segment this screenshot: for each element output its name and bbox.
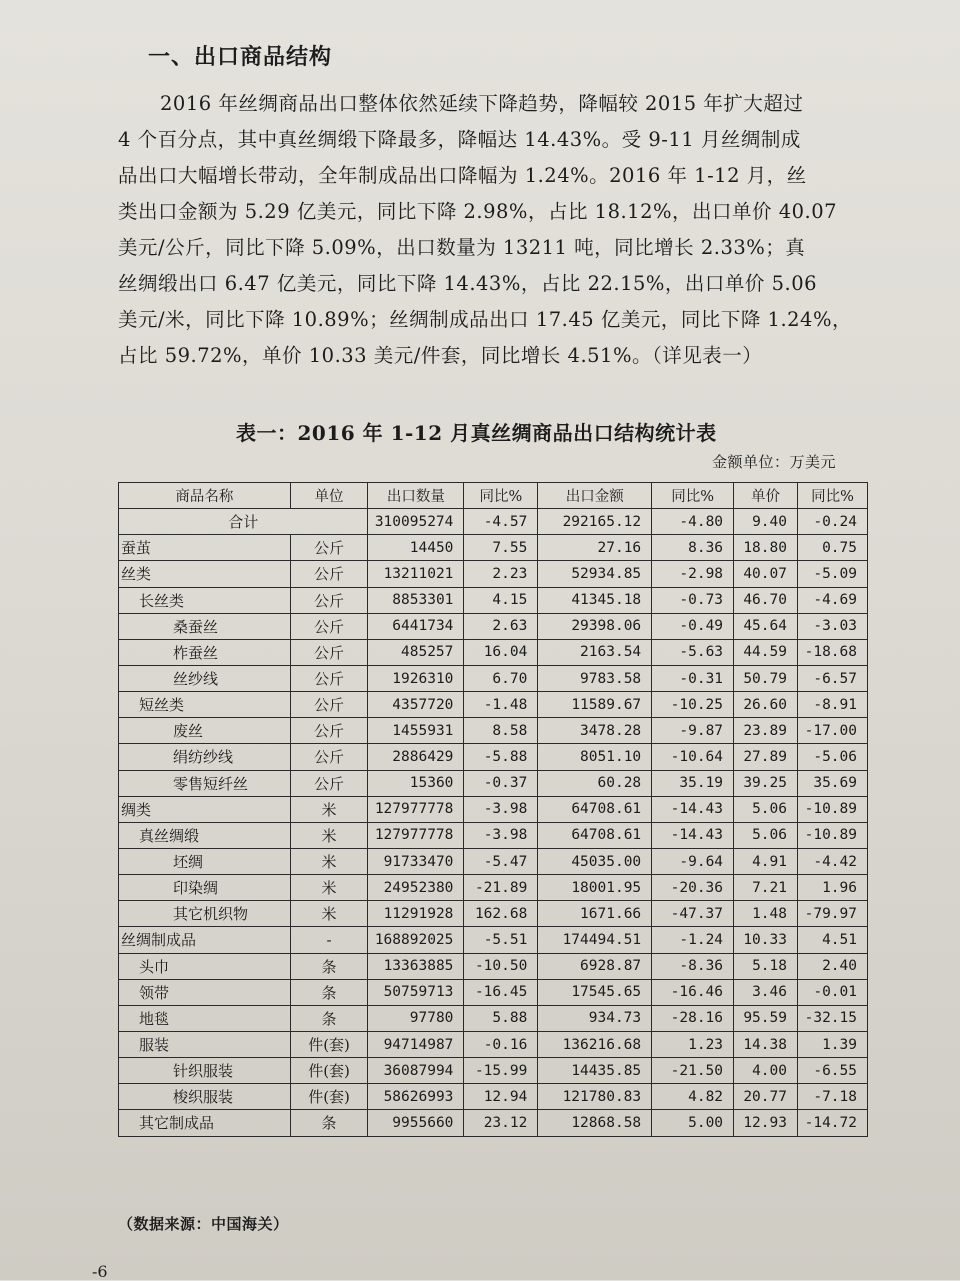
row-amount: 174494.51 <box>538 927 652 953</box>
row-qty: 58626993 <box>368 1084 464 1110</box>
row-amount-yoy: 4.82 <box>652 1084 734 1110</box>
row-name: 服装 <box>119 1031 291 1057</box>
row-amount: 934.73 <box>538 1005 652 1031</box>
row-price-yoy: -10.89 <box>797 796 867 822</box>
row-price: 40.07 <box>734 561 798 587</box>
column-header: 出口金额 <box>538 483 652 509</box>
row-unit: 条 <box>290 1005 368 1031</box>
row-unit: - <box>290 927 368 953</box>
row-amount-yoy: -16.46 <box>652 979 734 1005</box>
table-row <box>119 613 868 639</box>
row-unit: 条 <box>290 979 368 1005</box>
table-row <box>119 1084 868 1110</box>
row-price-yoy: -32.15 <box>797 1005 867 1031</box>
row-price-yoy: -4.69 <box>797 587 867 613</box>
row-qty: 4357720 <box>368 692 464 718</box>
row-amount-yoy: -2.98 <box>652 561 734 587</box>
table-row <box>119 770 868 796</box>
row-amount: 8051.10 <box>538 744 652 770</box>
row-amount-yoy: -9.64 <box>652 848 734 874</box>
row-amount-yoy: -21.50 <box>652 1058 734 1084</box>
paragraph-line: 美元/公斤，同比下降 5.09%，出口数量为 13211 吨，同比增长 2.33%；真 <box>118 236 806 259</box>
table-row <box>119 665 868 691</box>
row-price: 45.64 <box>734 613 798 639</box>
paragraph-line: 类出口金额为 5.29 亿美元，同比下降 2.98%，占比 18.12%，出口单价 40.07 <box>118 200 838 223</box>
row-price-yoy: -0.01 <box>797 979 867 1005</box>
row-qty-yoy: 4.15 <box>464 587 538 613</box>
row-price: 4.00 <box>734 1058 798 1084</box>
row-price-yoy: -5.06 <box>797 744 867 770</box>
row-unit: 公斤 <box>290 613 368 639</box>
row-price: 4.91 <box>734 848 798 874</box>
row-unit: 米 <box>290 822 368 848</box>
row-price: 26.60 <box>734 692 798 718</box>
row-name: 绸类 <box>119 796 291 822</box>
table-row <box>119 1110 868 1136</box>
row-price: 23.89 <box>734 718 798 744</box>
table-title: 表一：2016 年 1-12 月真丝绸商品出口结构统计表 <box>236 421 717 445</box>
table-row <box>119 1058 868 1084</box>
row-amount-yoy: -5.63 <box>652 639 734 665</box>
row-amount-yoy: -0.73 <box>652 587 734 613</box>
data-source-note: （数据来源：中国海关） <box>118 1215 289 1233</box>
table-row <box>119 848 868 874</box>
row-price-yoy: 1.39 <box>797 1031 867 1057</box>
column-header: 同比% <box>464 483 538 509</box>
row-qty: 2886429 <box>368 744 464 770</box>
row-qty: 485257 <box>368 639 464 665</box>
row-price: 44.59 <box>734 639 798 665</box>
column-header: 出口数量 <box>368 483 464 509</box>
row-unit: 公斤 <box>290 718 368 744</box>
row-price-yoy: -14.72 <box>797 1110 867 1136</box>
row-qty: 36087994 <box>368 1058 464 1084</box>
total-amount: 292165.12 <box>538 509 652 535</box>
row-amount-yoy: -47.37 <box>652 901 734 927</box>
table-row <box>119 979 868 1005</box>
row-amount-yoy: -9.87 <box>652 718 734 744</box>
section-heading: 一、出口商品结构 <box>148 44 333 70</box>
row-qty-yoy: -5.47 <box>464 848 538 874</box>
row-price: 95.59 <box>734 1005 798 1031</box>
row-name: 其它机织物 <box>119 901 291 927</box>
row-unit: 米 <box>290 848 368 874</box>
row-amount-yoy: -14.43 <box>652 796 734 822</box>
row-name: 绢纺纱线 <box>119 744 291 770</box>
row-amount: 29398.06 <box>538 613 652 639</box>
row-qty: 94714987 <box>368 1031 464 1057</box>
row-price-yoy: -6.55 <box>797 1058 867 1084</box>
row-name: 柞蚕丝 <box>119 639 291 665</box>
row-unit: 公斤 <box>290 561 368 587</box>
column-header: 同比% <box>652 483 734 509</box>
row-name: 废丝 <box>119 718 291 744</box>
row-price-yoy: 1.96 <box>797 875 867 901</box>
row-qty-yoy: -3.98 <box>464 796 538 822</box>
row-unit: 公斤 <box>290 587 368 613</box>
row-unit: 公斤 <box>290 535 368 561</box>
row-qty-yoy: -16.45 <box>464 979 538 1005</box>
row-amount: 12868.58 <box>538 1110 652 1136</box>
row-unit: 件(套) <box>290 1031 368 1057</box>
row-name: 丝类 <box>119 561 291 587</box>
row-unit: 公斤 <box>290 665 368 691</box>
row-price: 3.46 <box>734 979 798 1005</box>
row-amount: 27.16 <box>538 535 652 561</box>
row-name: 其它制成品 <box>119 1110 291 1136</box>
paragraph-line: 美元/米，同比下降 10.89%；丝绸制成品出口 17.45 亿美元，同比下降 1.24%， <box>118 308 852 331</box>
total-qty: 310095274 <box>368 509 464 535</box>
row-qty: 97780 <box>368 1005 464 1031</box>
table-row <box>119 901 868 927</box>
row-name: 地毯 <box>119 1005 291 1031</box>
row-qty: 127977778 <box>368 796 464 822</box>
row-unit: 公斤 <box>290 639 368 665</box>
row-name: 零售短纤丝 <box>119 770 291 796</box>
table-header-row <box>119 483 868 509</box>
row-qty: 8853301 <box>368 587 464 613</box>
row-amount: 2163.54 <box>538 639 652 665</box>
row-amount: 52934.85 <box>538 561 652 587</box>
row-name: 梭织服装 <box>119 1084 291 1110</box>
row-price: 27.89 <box>734 744 798 770</box>
paragraph-line: 占比 59.72%，单价 10.33 美元/件套，同比增长 4.51%。（详见表一） <box>118 344 763 367</box>
row-qty: 13363885 <box>368 953 464 979</box>
row-name: 头巾 <box>119 953 291 979</box>
row-amount-yoy: 35.19 <box>652 770 734 796</box>
row-unit: 件(套) <box>290 1084 368 1110</box>
row-unit: 米 <box>290 901 368 927</box>
row-qty-yoy: 7.55 <box>464 535 538 561</box>
row-price: 46.70 <box>734 587 798 613</box>
row-price-yoy: 2.40 <box>797 953 867 979</box>
row-name: 坯绸 <box>119 848 291 874</box>
table-row <box>119 718 868 744</box>
row-qty-yoy: 2.63 <box>464 613 538 639</box>
row-amount: 1671.66 <box>538 901 652 927</box>
row-price: 50.79 <box>734 665 798 691</box>
table-row <box>119 927 868 953</box>
paragraph-line: 品出口大幅增长带动，全年制成品出口降幅为 1.24%。2016 年 1-12 月，丝 <box>118 164 807 187</box>
row-amount: 136216.68 <box>538 1031 652 1057</box>
row-name: 领带 <box>119 979 291 1005</box>
row-qty: 9955660 <box>368 1110 464 1136</box>
row-qty-yoy: 162.68 <box>464 901 538 927</box>
row-amount-yoy: -20.36 <box>652 875 734 901</box>
paragraph-line: 4 个百分点，其中真丝绸缎下降最多，降幅达 14.43%。受 9-11 月丝绸制成 <box>118 128 801 151</box>
row-price-yoy: -8.91 <box>797 692 867 718</box>
row-amount: 6928.87 <box>538 953 652 979</box>
paragraph-line: 2016 年丝绸商品出口整体依然延续下降趋势，降幅较 2015 年扩大超过 <box>160 92 804 115</box>
unit-note: 金额单位：万美元 <box>712 453 837 471</box>
row-amount-yoy: -10.64 <box>652 744 734 770</box>
row-qty: 14450 <box>368 535 464 561</box>
row-amount: 17545.65 <box>538 979 652 1005</box>
table-row <box>119 744 868 770</box>
row-qty-yoy: -3.98 <box>464 822 538 848</box>
row-price-yoy: -5.09 <box>797 561 867 587</box>
row-qty-yoy: 2.23 <box>464 561 538 587</box>
row-qty: 24952380 <box>368 875 464 901</box>
row-price: 20.77 <box>734 1084 798 1110</box>
row-qty-yoy: -5.51 <box>464 927 538 953</box>
row-amount-yoy: -10.25 <box>652 692 734 718</box>
table-total-row <box>119 509 868 535</box>
row-amount-yoy: 8.36 <box>652 535 734 561</box>
row-qty-yoy: -10.50 <box>464 953 538 979</box>
row-name: 丝纱线 <box>119 665 291 691</box>
row-price: 14.38 <box>734 1031 798 1057</box>
row-price: 18.80 <box>734 535 798 561</box>
row-name: 针织服装 <box>119 1058 291 1084</box>
row-qty-yoy: 5.88 <box>464 1005 538 1031</box>
row-amount-yoy: -1.24 <box>652 927 734 953</box>
table-row <box>119 587 868 613</box>
row-unit: 件(套) <box>290 1058 368 1084</box>
row-amount: 64708.61 <box>538 796 652 822</box>
row-price-yoy: -10.89 <box>797 822 867 848</box>
table-row <box>119 1005 868 1031</box>
row-price: 5.06 <box>734 822 798 848</box>
table-row <box>119 535 868 561</box>
row-name: 丝绸制成品 <box>119 927 291 953</box>
row-qty-yoy: 12.94 <box>464 1084 538 1110</box>
total-price-yoy: -0.24 <box>797 509 867 535</box>
page-number: -6 <box>92 1262 108 1281</box>
column-header: 商品名称 <box>119 483 291 509</box>
row-price: 10.33 <box>734 927 798 953</box>
row-amount: 14435.85 <box>538 1058 652 1084</box>
row-unit: 公斤 <box>290 744 368 770</box>
row-name: 短丝类 <box>119 692 291 718</box>
row-price-yoy: -4.42 <box>797 848 867 874</box>
row-qty: 50759713 <box>368 979 464 1005</box>
row-qty: 15360 <box>368 770 464 796</box>
total-amount-yoy: -4.80 <box>652 509 734 535</box>
table-row <box>119 1031 868 1057</box>
column-header: 单价 <box>734 483 798 509</box>
row-name: 真丝绸缎 <box>119 822 291 848</box>
row-qty-yoy: -0.16 <box>464 1031 538 1057</box>
row-amount: 41345.18 <box>538 587 652 613</box>
row-qty-yoy: -5.88 <box>464 744 538 770</box>
row-name: 桑蚕丝 <box>119 613 291 639</box>
row-amount: 18001.95 <box>538 875 652 901</box>
row-unit: 条 <box>290 953 368 979</box>
row-qty-yoy: 6.70 <box>464 665 538 691</box>
row-qty-yoy: -1.48 <box>464 692 538 718</box>
row-price-yoy: -7.18 <box>797 1084 867 1110</box>
row-amount: 11589.67 <box>538 692 652 718</box>
row-price: 7.21 <box>734 875 798 901</box>
row-qty-yoy: -15.99 <box>464 1058 538 1084</box>
row-qty-yoy: -0.37 <box>464 770 538 796</box>
row-qty: 91733470 <box>368 848 464 874</box>
row-price-yoy: -17.00 <box>797 718 867 744</box>
row-price: 39.25 <box>734 770 798 796</box>
row-unit: 公斤 <box>290 770 368 796</box>
table-row <box>119 953 868 979</box>
row-price: 1.48 <box>734 901 798 927</box>
row-price: 5.18 <box>734 953 798 979</box>
row-amount-yoy: 1.23 <box>652 1031 734 1057</box>
row-name: 印染绸 <box>119 875 291 901</box>
table-row <box>119 561 868 587</box>
row-price-yoy: -79.97 <box>797 901 867 927</box>
row-price-yoy: -3.03 <box>797 613 867 639</box>
table-row <box>119 875 868 901</box>
row-price-yoy: 0.75 <box>797 535 867 561</box>
row-amount-yoy: -0.31 <box>652 665 734 691</box>
row-amount: 3478.28 <box>538 718 652 744</box>
row-unit: 公斤 <box>290 692 368 718</box>
row-price-yoy: -18.68 <box>797 639 867 665</box>
body-paragraph <box>118 86 858 374</box>
row-qty-yoy: -21.89 <box>464 875 538 901</box>
row-amount: 64708.61 <box>538 822 652 848</box>
row-price: 12.93 <box>734 1110 798 1136</box>
row-amount: 121780.83 <box>538 1084 652 1110</box>
total-qty-yoy: -4.57 <box>464 509 538 535</box>
total-price: 9.40 <box>734 509 798 535</box>
row-qty: 11291928 <box>368 901 464 927</box>
row-name: 蚕茧 <box>119 535 291 561</box>
row-name: 长丝类 <box>119 587 291 613</box>
row-amount-yoy: -0.49 <box>652 613 734 639</box>
table-row <box>119 796 868 822</box>
row-qty-yoy: 23.12 <box>464 1110 538 1136</box>
row-amount-yoy: -28.16 <box>652 1005 734 1031</box>
export-structure-table <box>118 482 868 1137</box>
row-qty-yoy: 16.04 <box>464 639 538 665</box>
row-qty-yoy: 8.58 <box>464 718 538 744</box>
table-row <box>119 639 868 665</box>
row-amount: 45035.00 <box>538 848 652 874</box>
row-qty: 6441734 <box>368 613 464 639</box>
column-header: 同比% <box>797 483 867 509</box>
row-amount-yoy: -14.43 <box>652 822 734 848</box>
row-amount-yoy: -8.36 <box>652 953 734 979</box>
total-label: 合计 <box>119 509 368 535</box>
table-row <box>119 822 868 848</box>
row-price: 5.06 <box>734 796 798 822</box>
row-qty: 13211021 <box>368 561 464 587</box>
column-header: 单位 <box>290 483 368 509</box>
row-price-yoy: -6.57 <box>797 665 867 691</box>
row-amount-yoy: 5.00 <box>652 1110 734 1136</box>
row-unit: 米 <box>290 875 368 901</box>
row-unit: 米 <box>290 796 368 822</box>
row-unit: 条 <box>290 1110 368 1136</box>
table-row <box>119 692 868 718</box>
row-price-yoy: 4.51 <box>797 927 867 953</box>
row-qty: 168892025 <box>368 927 464 953</box>
row-qty: 127977778 <box>368 822 464 848</box>
row-price-yoy: 35.69 <box>797 770 867 796</box>
row-amount: 9783.58 <box>538 665 652 691</box>
paragraph-line: 丝绸缎出口 6.47 亿美元，同比下降 14.43%，占比 22.15%，出口单价 5.06 <box>118 272 818 295</box>
row-qty: 1455931 <box>368 718 464 744</box>
row-qty: 1926310 <box>368 665 464 691</box>
row-amount: 60.28 <box>538 770 652 796</box>
